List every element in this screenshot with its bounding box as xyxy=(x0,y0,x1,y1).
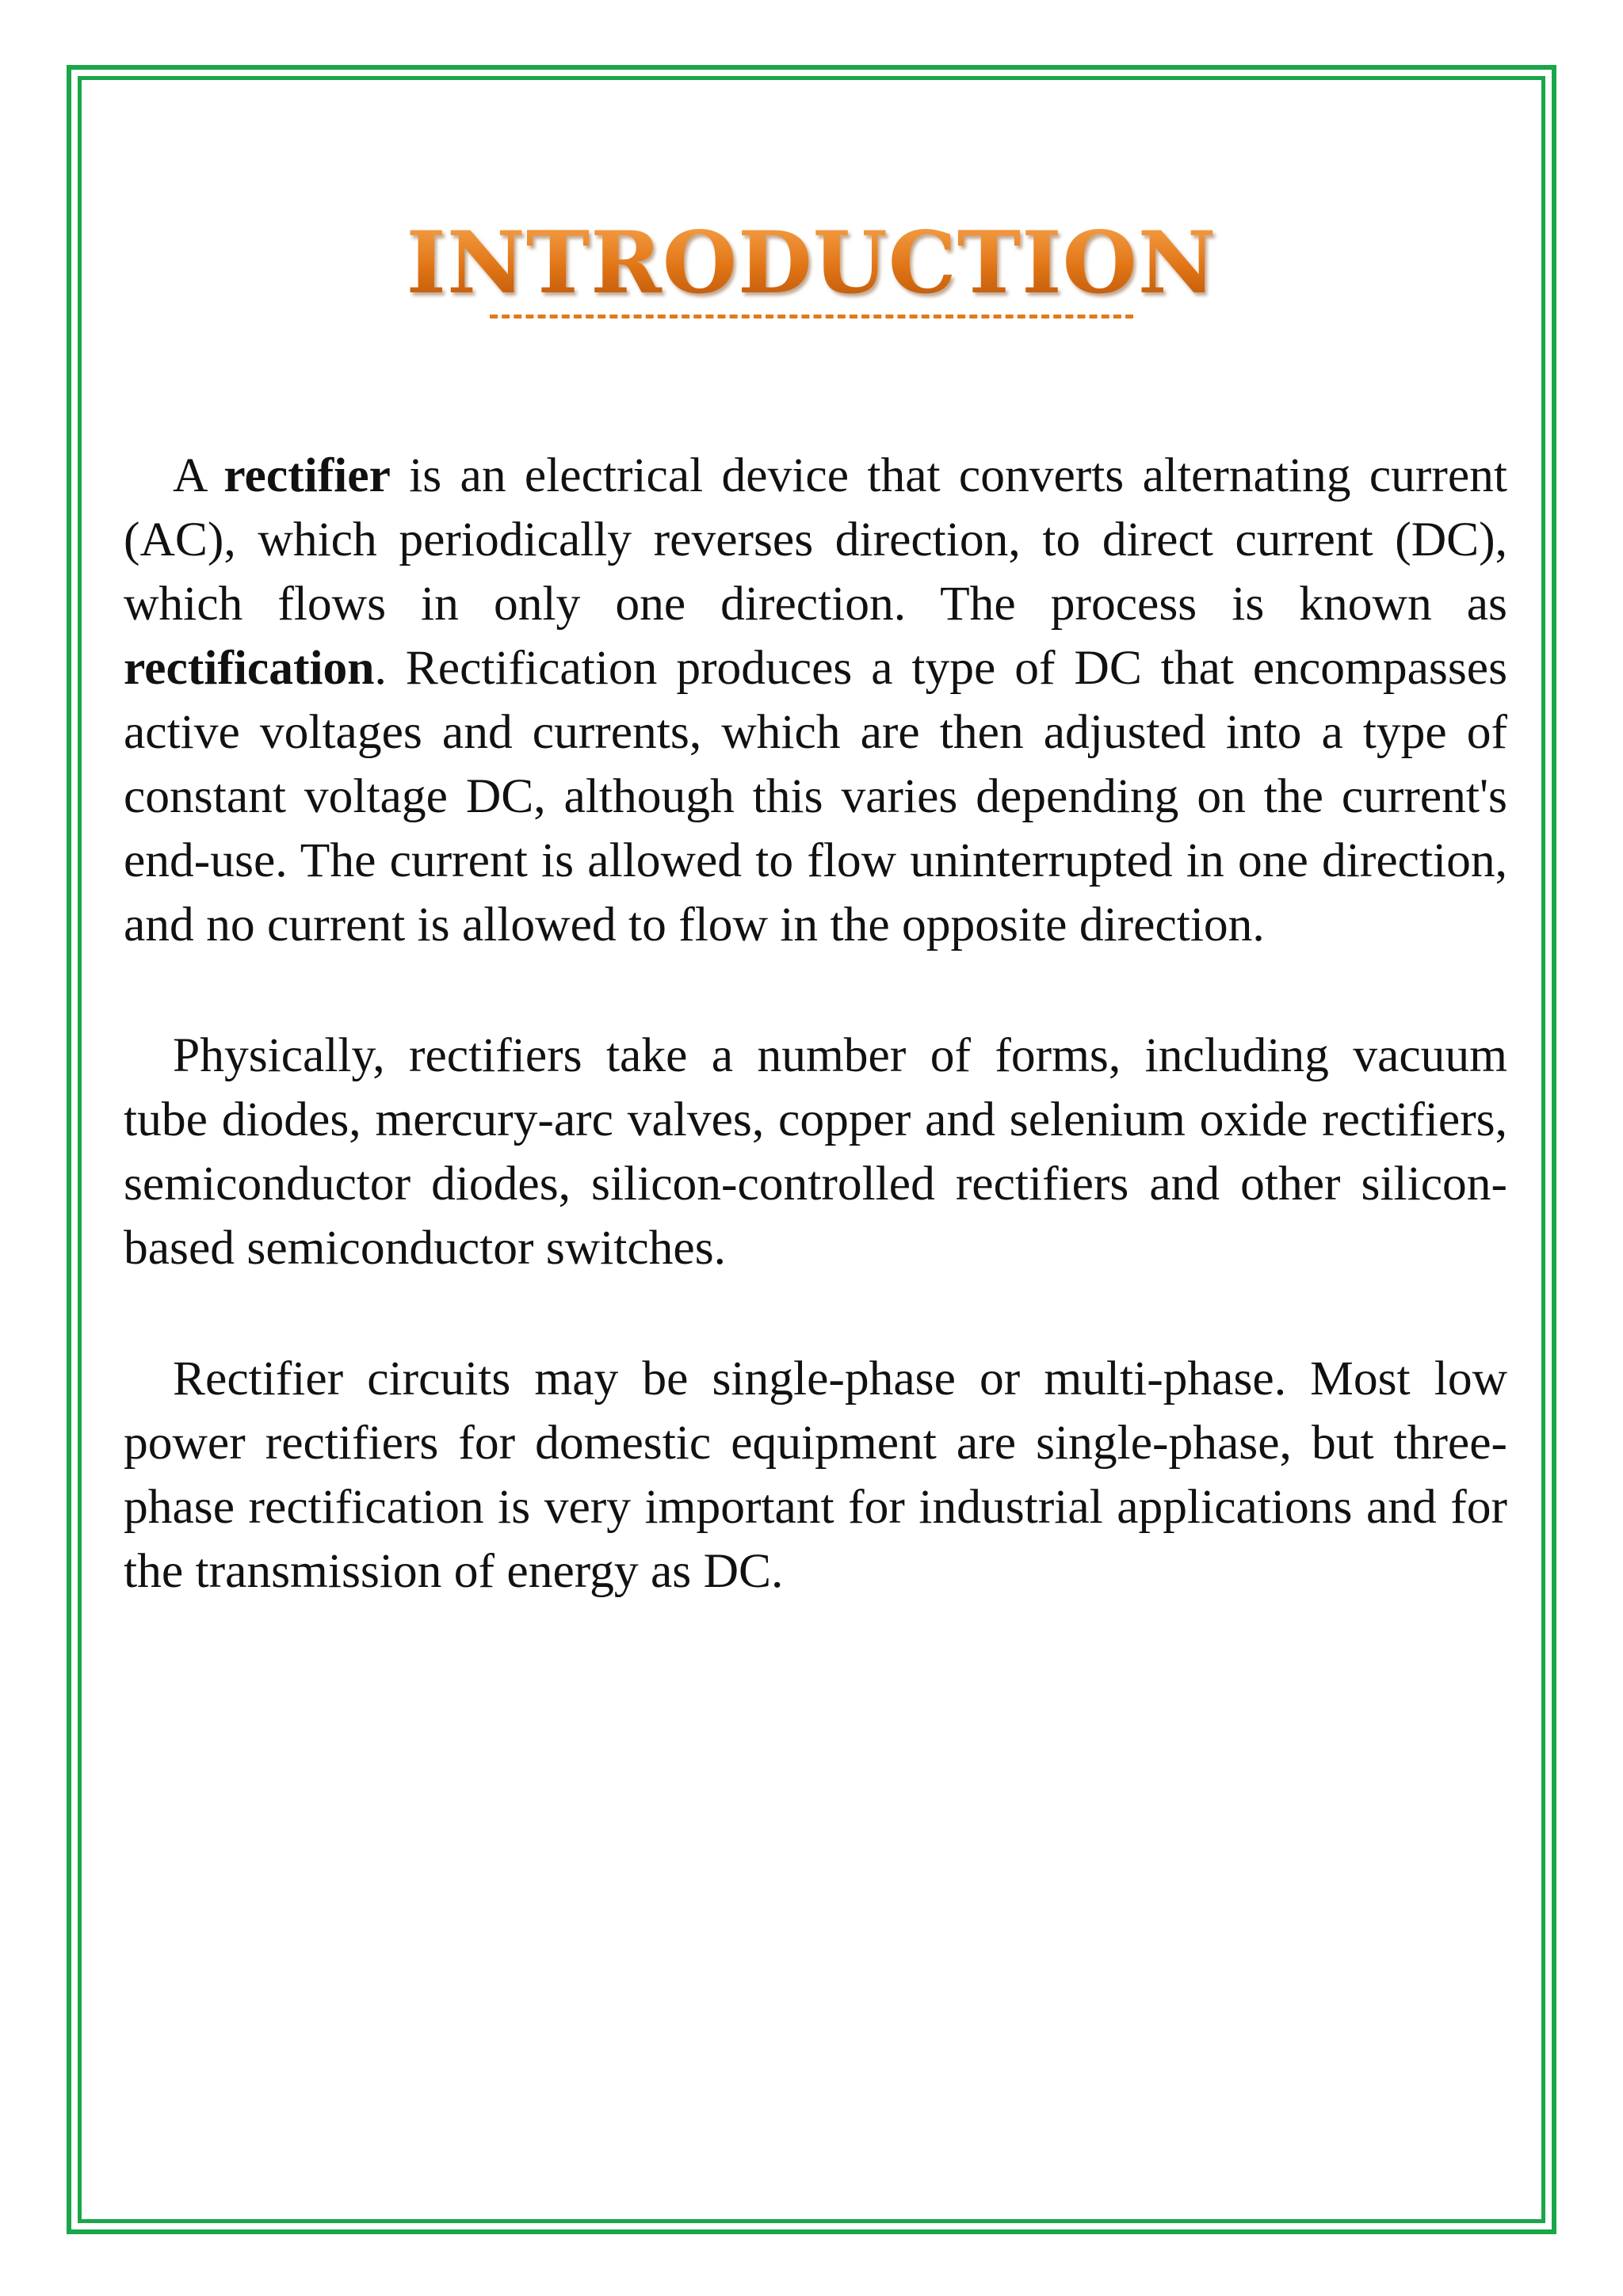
paragraph-1-part-c: . Rectification produces a type of DC that encompasses active voltages and currents, which are then adjusted into a type of constant voltage DC, although this varies depending on the current's end-use. The current is allowed to flow uninterrupted in one direction, and no current is allowed to flow in the opposite direction. xyxy=(124,641,1507,952)
paragraph-1 xyxy=(124,444,1507,957)
title-underline xyxy=(490,315,1133,318)
title-block xyxy=(0,213,1623,318)
paragraph-1-part-b: is an electrical device that converts alternating current (AC), which periodically reverses direction, to direct current (DC), which flows in only one direction. The process is known as xyxy=(124,448,1507,631)
term-rectification: rectification xyxy=(124,641,375,695)
paragraph-1-part-a: A xyxy=(173,448,224,502)
body-text xyxy=(124,444,1507,1604)
title-shadow-wrap xyxy=(0,213,1623,313)
page-title: INTRODUCTION xyxy=(406,213,1217,313)
paragraph-2: Physically, rectifiers take a number of forms, including vacuum tube diodes, mercury-arc valves, copper and selenium oxide rectifiers, semiconductor diodes, silicon-controlled rectifiers and other silicon-based semiconductor switches. xyxy=(124,1028,1507,1275)
term-rectifier: rectifier xyxy=(223,448,391,502)
paragraph-3: Rectifier circuits may be single-phase or multi-phase. Most low power rectifiers for domestic equipment are single-phase, but three-phase rectification is very important for industrial applications and for the transmission of energy as DC. xyxy=(124,1352,1507,1598)
